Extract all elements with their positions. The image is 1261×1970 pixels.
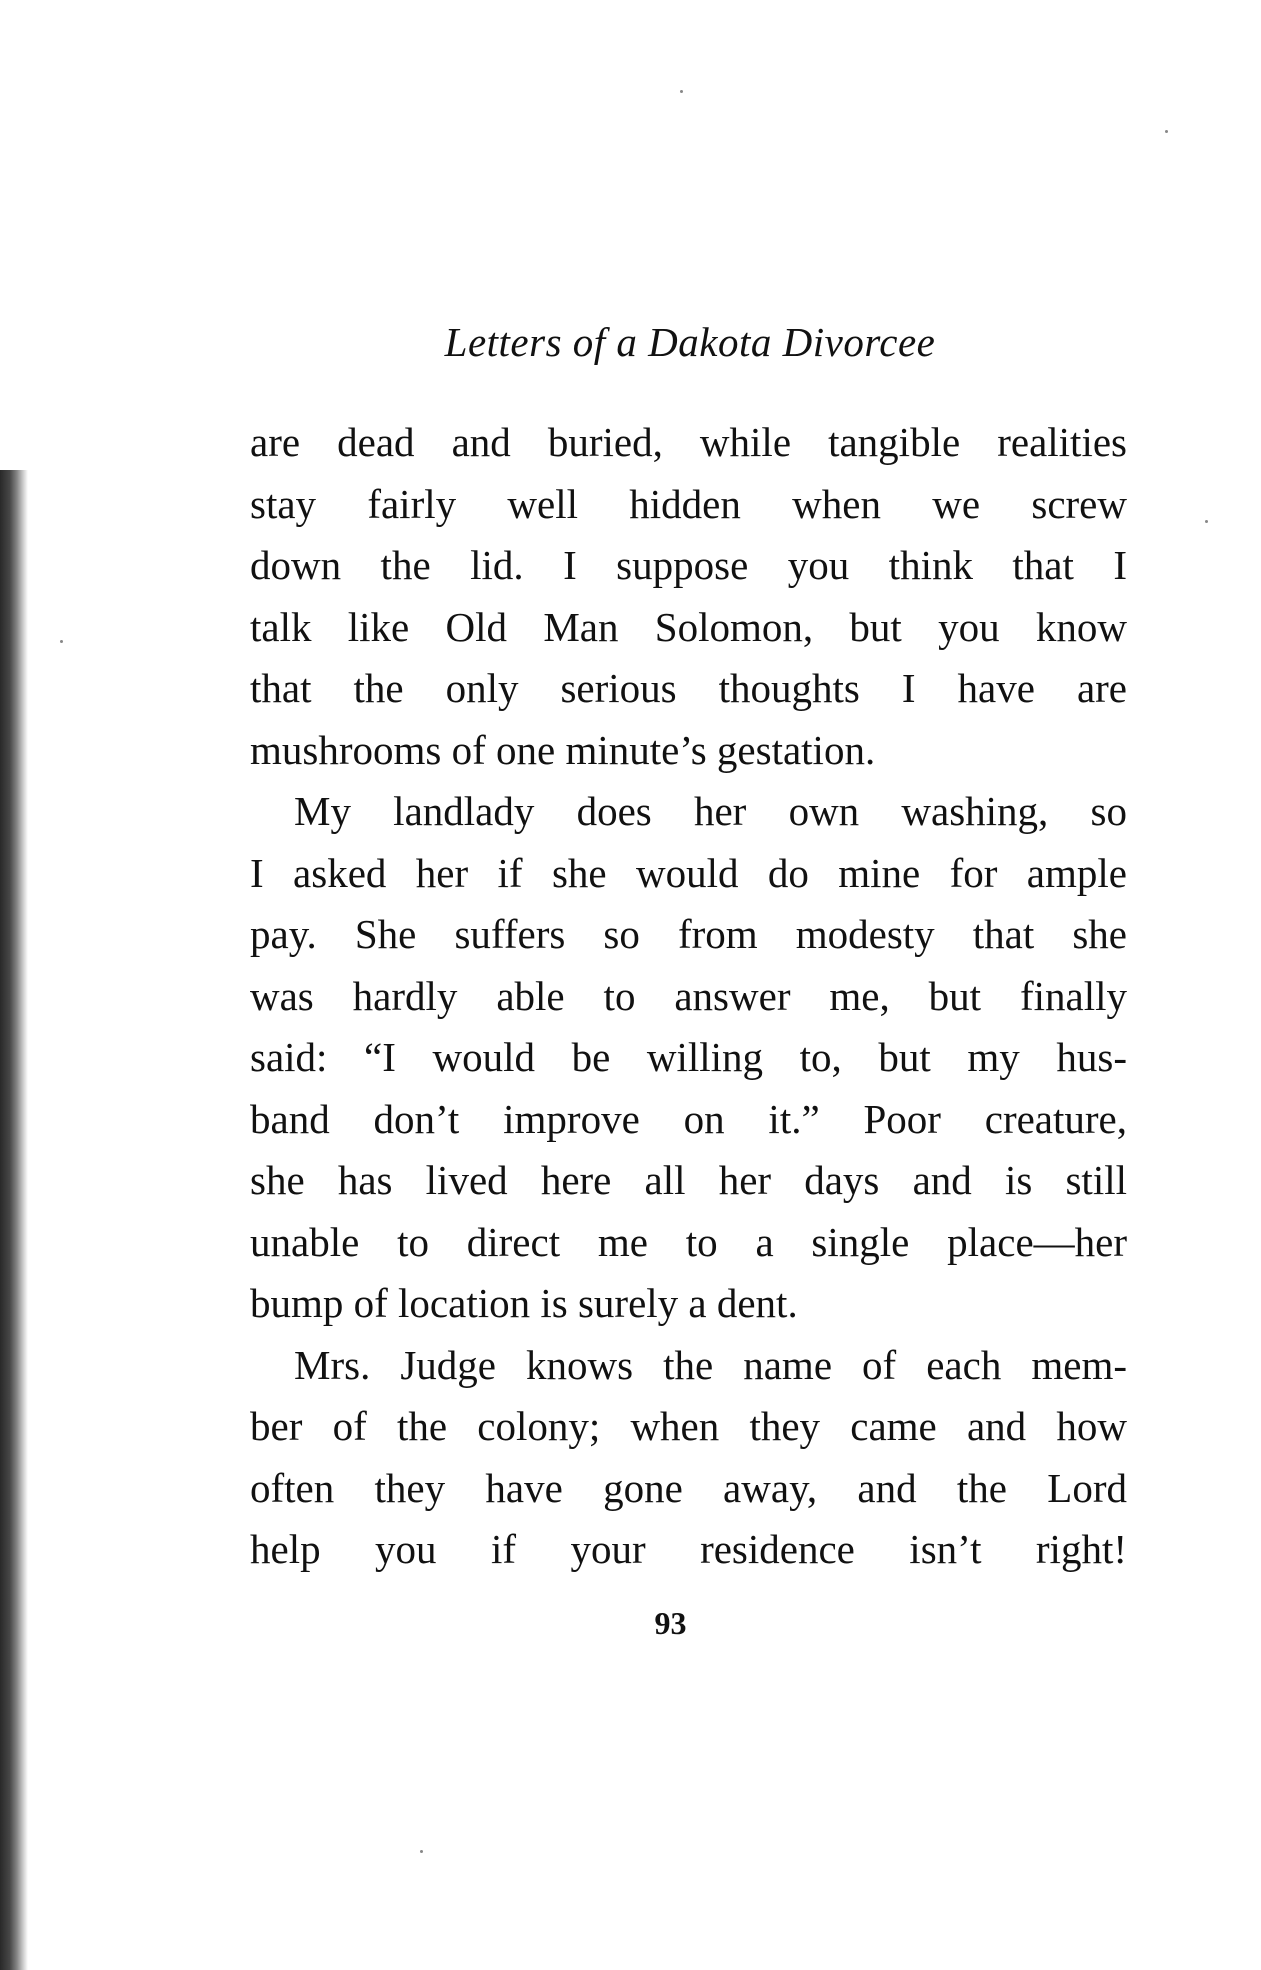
scan-speck [680,90,683,93]
text-line: My landlady does her own washing, so [294,788,1127,834]
text-line: help you if your residence isn’t right! [250,1526,1127,1572]
text-line: talk like Old Man Solomon, but you know [250,603,1127,650]
text-line: stay fairly well hidden when we screw [250,480,1127,527]
running-head: Letters of a Dakota Divorcee [444,319,936,365]
scan-speck [1205,520,1208,523]
scan-speck [1165,130,1168,133]
text-line: was hardly able to answer me, but finally [250,972,1127,1019]
text-line: that the only serious thoughts I have are [250,665,1127,711]
page-number: 93 [654,1605,687,1641]
text-line: I asked her if she would do mine for ample [250,849,1127,896]
text-line: often they have gone away, and the Lord [250,1464,1127,1511]
text-line: pay. She suffers so from modesty that she [250,911,1127,957]
text-line: said: “I would be willing to, but my hus- [250,1034,1127,1080]
text-line: she has lived here all her days and is still [250,1157,1127,1203]
text-line: unable to direct me to a single place—her [250,1218,1127,1265]
text-line: down the lid. I suppose you think that I [250,542,1127,588]
page-gutter-shadow [0,470,28,1970]
scan-speck [420,1850,423,1853]
text-line: Mrs. Judge knows the name of each mem- [294,1341,1127,1388]
text-line: ber of the colony; when they came and how [250,1403,1127,1449]
text-line: band don’t improve on it.” Poor creature, [250,1095,1127,1142]
scan-speck [60,640,63,643]
text-line: bump of location is surely a dent. [250,1280,798,1326]
body-text [250,412,1127,1581]
text-line: mushrooms of one minute’s gestation. [250,726,876,773]
text-line: are dead and buried, while tangible realities [250,419,1127,465]
